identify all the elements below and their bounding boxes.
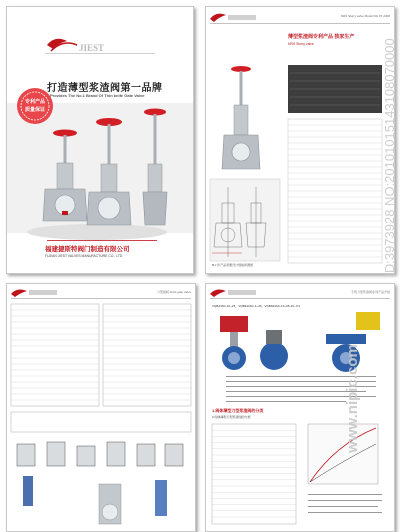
badge-text-bottom: 质量保证 (24, 107, 45, 113)
cover-graphics (7, 7, 193, 273)
spec-page (205, 6, 395, 274)
spec-graphics (206, 7, 394, 273)
company-name-cn: 福建捷斯特阀门制造有限公司 (45, 246, 130, 253)
svg-text:JIEST: JIEST (79, 43, 105, 53)
valve-photo (222, 66, 260, 169)
cover-title: 打造薄型浆渣阀第一品牌 (47, 83, 163, 94)
pneumatic-valve-photo-2 (260, 330, 288, 370)
pneumatic-page (205, 283, 395, 532)
valve-cross-section (23, 476, 167, 524)
cover-page (6, 6, 194, 274)
watermark-id: ID:3973928 NO:20101015143108070000 (381, 38, 397, 277)
spec-title-en: NRS Slurry valve (288, 42, 314, 46)
table-graphics (7, 284, 195, 531)
brand-logo-icon (210, 14, 256, 22)
brand-logo-icon (45, 39, 155, 54)
text-block-bottom (308, 494, 382, 513)
actuator-diagrams (17, 442, 183, 466)
brand-logo-icon (11, 290, 57, 297)
pneumatic-header-right: 专利刀型浆渣阀系列产品介绍 (350, 290, 390, 294)
pneumatic-sub-title: 2.阀体薄型刀型浆渣阀的分类 (212, 415, 251, 419)
badge-text-top: 专利产品 (24, 99, 45, 105)
cover-subtitle: Provides The No.1 Brand Of Thin knife Gate Valve (50, 93, 145, 98)
spec-title-cn: 薄型浆渣阀专利产品 独家生产 (288, 34, 355, 40)
technical-drawing (210, 179, 280, 261)
spec-caption: B,c 件产品需要设计规格和图纸 (212, 263, 254, 267)
table-page (6, 283, 196, 532)
company-name-en: FUJIAN JIEST VALVES MANUFACTURE CO., LTD (45, 254, 123, 258)
watermark-site: www.nipic.com (343, 344, 361, 453)
table-header-right: 刀型闸阀 Knife gate valve (156, 290, 191, 294)
spec-header-right: NRS Slurry valve Model:NG 07-2008 (340, 14, 390, 18)
pneumatic-section-title: 1.阀体薄型刀型浆渣阀的分类 (212, 408, 264, 413)
brand-logo-icon (210, 290, 256, 297)
pneumatic-valve-photo-1 (220, 316, 248, 370)
spec-table-rows (288, 125, 382, 257)
pneumatic-model-line: VQB44SC-10~25，VQB944SC-1~25，VQB944SC-10~25-10~ P1 (212, 304, 301, 308)
